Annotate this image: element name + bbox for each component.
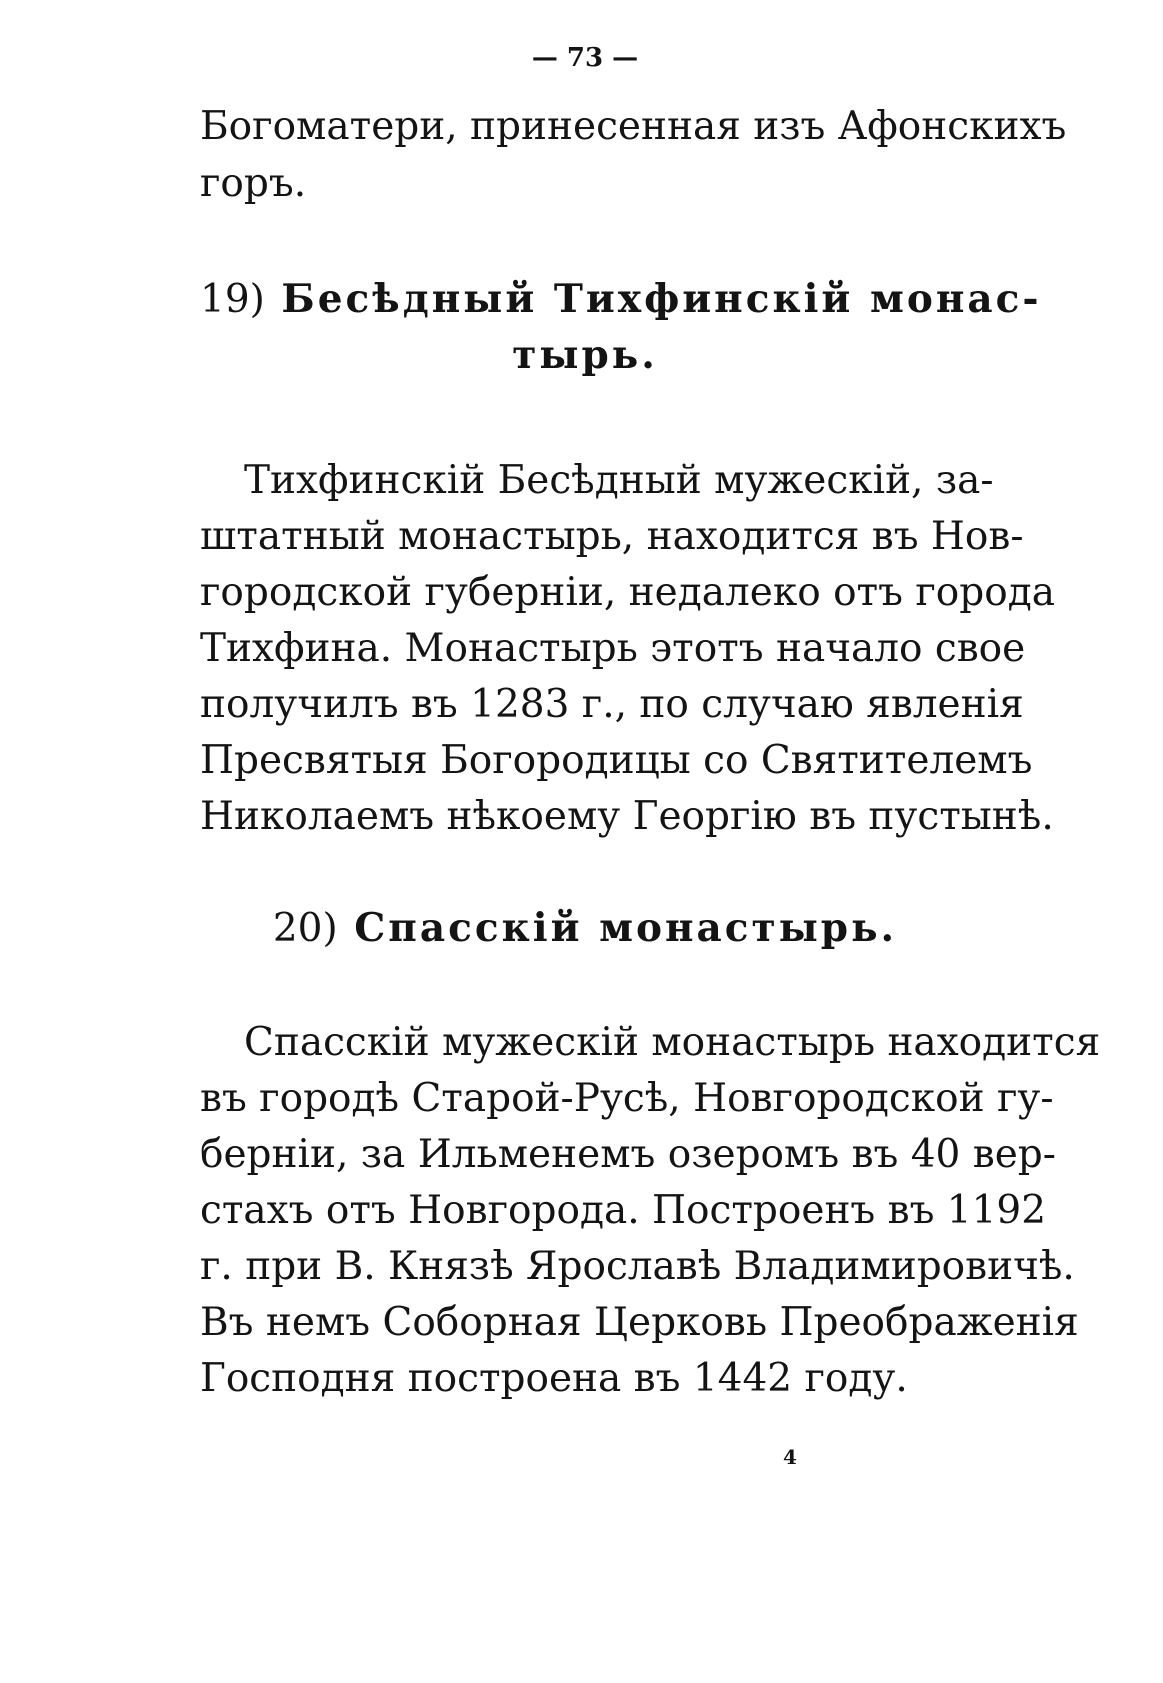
- section-19-heading-text: Бесѣдный Тихфинскій монас-: [281, 276, 1042, 322]
- signature-mark: 4: [783, 1445, 797, 1469]
- section-19-line-1: Тихфинскій Бесѣдный мужескій, за-: [244, 458, 994, 503]
- section-19-line-3: городской губерніи, недалеко отъ города: [200, 570, 1055, 615]
- section-19-number: 19): [200, 277, 265, 322]
- section-20-line-7: Господня построена въ 1442 году.: [200, 1356, 908, 1401]
- section-19-line-7: Николаемъ нѣкоему Георгію въ пустынѣ.: [200, 794, 1054, 839]
- intro-line-1: Богоматери, принесенная изъ Афонскихъ: [200, 104, 1067, 149]
- section-20-line-6: Въ немъ Соборная Церковь Преображенія: [200, 1300, 1079, 1345]
- section-19-line-2: штатный монастырь, находится въ Нов-: [200, 514, 1024, 559]
- section-20-line-4: стахъ отъ Новгорода. Построенъ въ 1192: [200, 1188, 1047, 1233]
- section-20-heading-text: Спасскій монастырь.: [354, 905, 898, 951]
- section-20-line-3: берніи, за Ильменемъ озеромъ въ 40 вер-: [200, 1132, 1056, 1177]
- section-20-line-2: въ городѣ Старой-Русѣ, Новгородской гу-: [200, 1076, 1054, 1121]
- section-19-heading-cont: тырь.: [512, 332, 658, 378]
- book-page: [200, 0, 1101, 1683]
- section-19-line-5: получилъ въ 1283 г., по случаю явленія: [200, 682, 1024, 727]
- section-19-line-4: Тихфина. Монастырь этотъ начало свое: [200, 626, 1026, 671]
- section-19-line-6: Пресвятыя Богородицы со Святителемъ: [200, 738, 1033, 783]
- section-19-heading: [200, 274, 1042, 325]
- intro-line-2: горъ.: [200, 161, 307, 206]
- section-20-heading: [200, 903, 970, 954]
- page-number: — 73 —: [531, 43, 639, 73]
- section-20-line-5: г. при В. Князѣ Ярославѣ Владимировичѣ.: [200, 1244, 1075, 1289]
- section-20-number: 20): [272, 906, 338, 951]
- section-20-line-1: Спасскій мужескій монастырь находится: [244, 1020, 1101, 1065]
